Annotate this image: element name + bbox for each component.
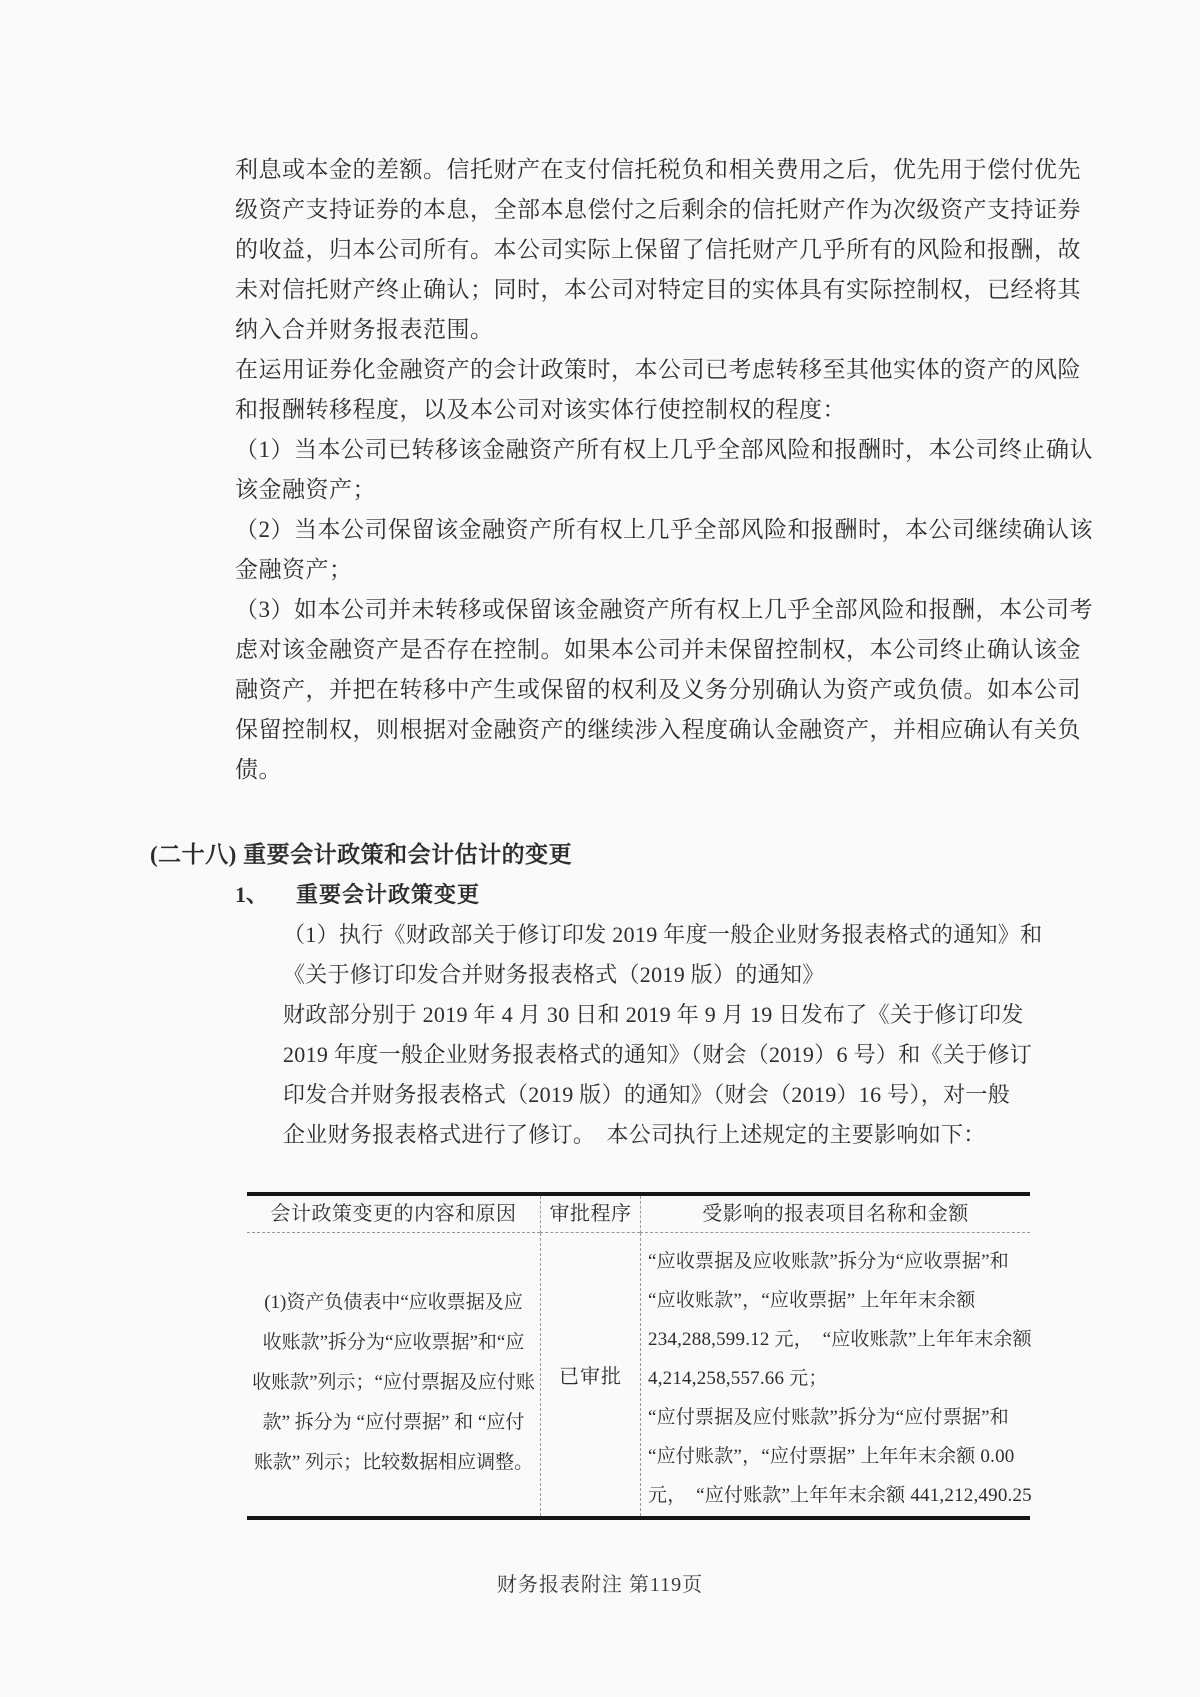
approval-status-text: 已审批 bbox=[559, 1366, 622, 1388]
text-line: 2019 年度一般企业财务报表格式的通知》（财会（2019）6 号）和《关于修订 bbox=[283, 1042, 1033, 1067]
table-cell-line: “应付账款”，“应付票据” 上年年末余额 0.00 bbox=[648, 1446, 1015, 1467]
text-line: 该金融资产； bbox=[235, 477, 376, 502]
text-line: 纳入合并财务报表范围。 bbox=[235, 317, 494, 342]
text-line: 未对信托财产终止确认；同时，本公司对特定目的实体具有实际控制权，已经将其 bbox=[235, 277, 1081, 302]
section-heading: (二十八) 重要会计政策和会计估计的变更 bbox=[150, 842, 573, 867]
table-cell-line: 账款” 列示；比较数据相应调整。 bbox=[253, 1452, 534, 1473]
text-line: （1）当本公司已转移该金融资产所有权上几乎全部风险和报酬时，本公司终止确认 bbox=[235, 437, 1093, 462]
table-header-approval-procedure: 审批程序 bbox=[540, 1196, 640, 1233]
text-line: （2）当本公司保留该金融资产所有权上几乎全部风险和报酬时，本公司继续确认该 bbox=[235, 517, 1093, 542]
table-cell-line: (1)资产负债表中“应收票据及应 bbox=[264, 1292, 523, 1313]
table-cell-line: 收账款”拆分为“应收票据”和“应 bbox=[262, 1332, 525, 1353]
text-line: 企业财务报表格式进行了修订。 本公司执行上述规定的主要影响如下： bbox=[283, 1122, 986, 1147]
policy-change-paragraphs bbox=[283, 915, 1043, 1155]
subsection-title: 重要会计政策变更 bbox=[296, 882, 481, 907]
text-line: 级资产支持证券的本息，全部本息偿付之后剩余的信托财产作为次级资产支持证券 bbox=[235, 197, 1081, 222]
text-line: 金融资产； bbox=[235, 557, 353, 582]
text-line: 印发合并财务报表格式（2019 版）的通知》（财会（2019）16 号），对一般 bbox=[283, 1082, 1011, 1107]
text-line: 在运用证券化金融资产的会计政策时，本公司已考虑转移至其他实体的资产的风险 bbox=[235, 357, 1081, 382]
table-cell-line: 元， “应付账款”上年年末余额 441,212,490.25 bbox=[648, 1485, 1032, 1506]
text-line: 的收益，归本公司所有。本公司实际上保留了信托财产几乎所有的风险和报酬，故 bbox=[235, 237, 1081, 262]
text-line: 利息或本金的差额。信托财产在支付信托税负和相关费用之后，优先用于偿付优先 bbox=[235, 157, 1081, 182]
table-cell-line: “应付票据及应付账款”拆分为“应付票据”和 bbox=[648, 1407, 1009, 1428]
table-cell-affected-items bbox=[640, 1233, 1030, 1516]
text-line: 融资产，并把在转移中产生或保留的权利及义务分别确认为资产或负债。如本公司 bbox=[235, 677, 1081, 702]
text-line: （3）如本公司并未转移或保留该金融资产所有权上几乎全部风险和报酬，本公司考 bbox=[235, 597, 1093, 622]
table-cell-line: 234,288,599.12 元， “应收账款”上年年末余额 bbox=[648, 1329, 1032, 1350]
text-line: （1）执行《财政部关于修订印发 2019 年度一般企业财务报表格式的通知》和 bbox=[283, 922, 1043, 947]
table-header-affected-items: 受影响的报表项目名称和金额 bbox=[640, 1196, 1030, 1233]
accounting-policy-change-table bbox=[247, 1192, 1030, 1520]
table-cell-line: 4,214,258,557.66 元； bbox=[648, 1368, 828, 1389]
table-cell-line: “应收票据及应收账款”拆分为“应收票据”和 bbox=[648, 1251, 1009, 1272]
table-cell-line: 款” 拆分为 “应付票据” 和 “应付 bbox=[262, 1412, 525, 1433]
text-line: 和报酬转移程度，以及本公司对该实体行使控制权的程度： bbox=[235, 397, 846, 422]
table-cell-line: 收账款”列示；“应付票据及应付账 bbox=[252, 1372, 535, 1393]
table-cell-change-content bbox=[247, 1233, 540, 1516]
text-line: 《关于修订印发合并财务报表格式（2019 版）的通知》 bbox=[283, 962, 825, 987]
table-cell-line: “应收账款”，“应收票据” 上年年末余额 bbox=[648, 1290, 976, 1311]
body-paragraphs bbox=[235, 150, 1093, 790]
page-footer: 财务报表附注 第119页 bbox=[496, 1574, 704, 1596]
text-line: 保留控制权，则根据对金融资产的继续涉入程度确认金融资产，并相应确认有关负 bbox=[235, 717, 1081, 742]
text-line: 虑对该金融资产是否存在控制。如果本公司并未保留控制权，本公司终止确认该金 bbox=[235, 637, 1081, 662]
table-cell-approval-status bbox=[540, 1233, 640, 1516]
subsection-heading bbox=[235, 875, 480, 915]
table-header-change-content: 会计政策变更的内容和原因 bbox=[247, 1196, 540, 1233]
subsection-number: 1、 bbox=[235, 882, 269, 907]
text-line: 财政部分别于 2019 年 4 月 30 日和 2019 年 9 月 19 日发布了《关于修订印发 bbox=[283, 1002, 1024, 1027]
text-line: 债。 bbox=[235, 757, 282, 782]
